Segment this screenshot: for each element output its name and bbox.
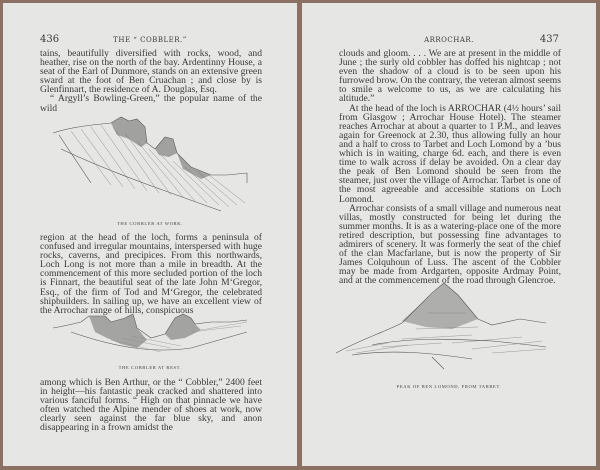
figure-caption: THE COBBLER AT WORK. [117,221,183,226]
right-page [302,3,596,466]
right-running-head [339,34,559,46]
page-number: 436 [40,34,60,45]
paragraph: region at the head of the loch, forms a peninsula of confused and irregular mountains, interspersed with huge rocks, caverns, and precipices. From this northwards, Loch Long is not more than a mile in breadth. At the commencement of this more secluded portion of the loch is Finnart, the beautiful seat of the late John M‘Gregor, Esq., of the firm of Tod and M‘Gregor, the celebrated shipbuilders. In sailing up, we have an excellent view of the Arrochar range of hills, conspicuous [40,232,262,316]
figure-caption: THE COBBLER AT REST. [118,365,182,370]
left-text-block-1 [40,49,262,113]
running-head-title: ARROCHAR. [424,36,474,44]
figure-caption: PEAK OF BEN LOMOND, FROM TARBET. [396,384,502,389]
left-text-block-2 [40,233,262,315]
left-text-block-3 [40,378,262,433]
paragraph: At the head of the loch is ARROCHAR (4½ hours’ sail from Glasgow ; Arrochar House Hotel). The steamer reaches Arrochar at about a quarter to 1 P.M., and leaves again for Greenock at 2.30, thus allowing fully an hour and a half to cross to Tarbet and Loch Lomond by a ’bus which is in waiting, charge 6d. each, and there is even time to walk across if delay be avoided. On a clear day the peak of Ben Lomond should be seen from the steamer, just over the village of Arrochar. Tarbet is one of the most agreeable and accessible stations on Loch Lomond. [339,102,561,205]
page-number: 437 [539,34,559,45]
cobbler-at-rest-illustration [51,308,261,358]
paragraph: “ Argyll’s Bowling-Green,” the popular name of the wild [40,93,262,114]
paragraph: Arrochar consists of a small village and numerous neat villas, mostly constructed for being let during the summer months. It is as a watering-place one of the more retired description, but possessing fine advantages to admirers of scenery. It was formerly the seat of the chief of the clan Macfarlane, but is now the property of Sir James Colquhoun of Luss. The ascent of the Cobbler may be made from Ardgarten, opposite Ardmay Point, and at the commencement of the road through Glencroe. [339,202,561,287]
paragraph: clouds and gloom. . . . We are at present in the middle of June ; the surly old cobbler has doffed his nightcap ; not even the shadow of a cloud is to be seen upon his furrowed brow. On the contrary, the veteran almost seems to smile a welcome to us, as we are calculating his altitude.” [339,48,561,105]
left-page [3,3,297,466]
ben-lomond-peak-illustration [332,283,562,378]
running-head-title: THE “ COBBLER.” [113,36,187,44]
right-text-block [339,49,561,285]
left-running-head [40,34,260,46]
cobbler-at-work-illustration [51,113,261,213]
paragraph: tains, beautifully diversified with rocks, wood, and heather, rise on the north of the bay. Ardentinny House, a seat of the Earl of Dunmore, stands on an extensive green sward at the foot of Ben Cruachan ; and close by is Glenfinnart, the residence of A. Douglas, Esq. [40,48,262,96]
paragraph: among which is Ben Arthur, or the “ Cobbler,” 2400 feet in height—his fantastic peak cracked and shattered into various fanciful forms. “ High on that pinnacle we have often watched the Alpine mender of shoes at work, now clearly seen against the far blue sky, and anon disappearing in a frown amidst the [40,377,262,434]
